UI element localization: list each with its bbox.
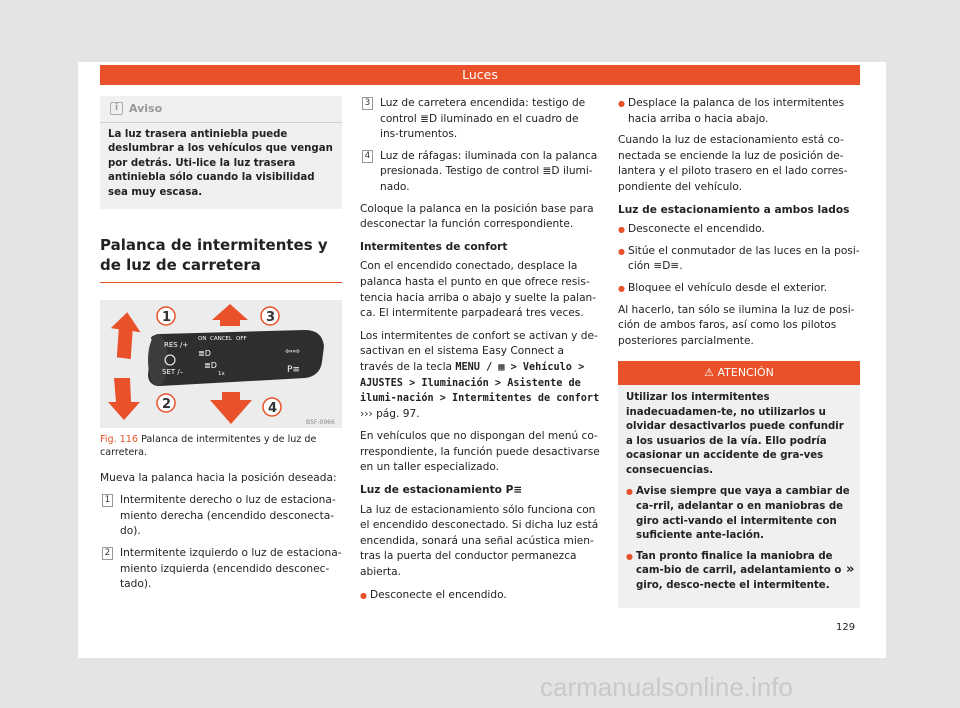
svg-text:≣D: ≣D xyxy=(204,360,217,370)
svg-text:⇦⇨: ⇦⇨ xyxy=(285,346,301,357)
svg-text:1x: 1x xyxy=(218,370,225,377)
list-item xyxy=(100,546,342,593)
svg-text:OFF: OFF xyxy=(236,335,247,342)
atencion-label: ATENCIÓN xyxy=(717,366,774,380)
callout-1: 1 xyxy=(162,309,172,325)
info-icon: i xyxy=(110,102,123,115)
atencion-box xyxy=(618,361,860,607)
subheading: Luz de estacionamiento a ambos lados xyxy=(618,203,850,216)
aviso-label: Aviso xyxy=(129,102,163,115)
svg-text:ON: ON xyxy=(198,335,207,342)
item-text: Luz de carretera encendida: testigo de control ≣D iluminado en el cuadro de ins-trumentos. xyxy=(380,97,586,141)
atencion-text: Utilizar los intermitentes inadecuadamen-te, no utilizarlos u olvidar desactivarlos puede confundir a los usuarios de la vía. Ello podría ocasionar un accidente de gra-ves consecuencias. xyxy=(626,391,844,476)
aviso-box xyxy=(100,96,342,209)
section-title: Palanca de intermitentes y de luz de carretera xyxy=(100,235,342,283)
item-number: 1 xyxy=(102,494,113,507)
figure-code: B5F-0966 xyxy=(306,418,335,426)
atencion-header xyxy=(618,361,860,385)
atencion-body xyxy=(618,385,860,608)
item-number: 4 xyxy=(362,150,373,163)
watermark: carmanualsonline.info xyxy=(540,672,793,702)
continue-marker: » xyxy=(846,562,855,577)
item-number: 2 xyxy=(102,547,113,560)
lever-illustration xyxy=(100,300,342,428)
subheading: Intermitentes de confort xyxy=(360,240,508,253)
subheading: Luz de estacionamiento P≡ xyxy=(360,484,523,497)
chapter-header: Luces xyxy=(100,65,860,85)
svg-text:RES /+: RES /+ xyxy=(164,340,189,349)
bullet-item: ● Desconecte el encendido. xyxy=(360,588,600,604)
lever-figure xyxy=(100,300,342,428)
paragraph-text: Los intermitentes de confort se activan y de-sactivan en el sistema Easy Connect a través de la tecla xyxy=(360,329,598,373)
page-number: 129 xyxy=(836,622,856,633)
aviso-text: La luz trasera antiniebla puede deslumbrar a los vehículos que vengan por detrás. Uti-lice la luz trasera antiniebla sólo cuando la visibilidad sea muy escasa. xyxy=(108,128,333,198)
callout-2: 2 xyxy=(162,396,172,412)
aviso-header xyxy=(100,96,342,123)
bullet-item: ● Desconecte el encendido. xyxy=(618,222,860,238)
callout-3: 3 xyxy=(266,309,276,325)
svg-text:SET /–: SET /– xyxy=(162,367,184,376)
list-item xyxy=(360,149,600,196)
column-3 xyxy=(618,96,860,608)
paragraph: Coloque la palanca en la posición base para desconectar la función correspondiente. xyxy=(360,202,594,231)
svg-text:P≡: P≡ xyxy=(287,364,300,375)
col1-intro: Mueva la palanca hacia la posición deseada: xyxy=(100,471,337,484)
bullet-item: ● Avise siempre que vaya a cambiar de ca-rril, adelantar o en maniobras de giro acti-vando el intermitente con suficiente ante-lación. xyxy=(626,485,852,543)
svg-text:CANCEL: CANCEL xyxy=(210,335,233,342)
paragraph: En vehículos que no dispongan del menú co-rrespondiente, la función puede desactivarse en un taller especializado. xyxy=(360,430,600,474)
column-2 xyxy=(360,96,600,609)
figure-caption xyxy=(100,433,342,459)
item-text: Luz de ráfagas: iluminada con la palanca presionada. Testigo de control ≣D ilumi-nado. xyxy=(380,149,598,193)
bullet-item: ● Tan pronto finalice la maniobra de cam-bio de carril, adelantamiento o giro, desco-necte el intermitente. xyxy=(626,550,852,594)
paragraph: Al hacerlo, tan sólo se ilumina la luz de posi-ción de ambos faros, así como los pilotos posteriores parcialmente. xyxy=(618,303,855,347)
column-1 xyxy=(100,96,342,599)
bullet-item: ● Sitúe el conmutador de las luces en la posi-ción ≡D≡. xyxy=(618,244,860,275)
warning-icon: ⚠ xyxy=(704,366,714,380)
figure-number: Fig. 116 xyxy=(100,433,138,445)
paragraph xyxy=(360,329,600,423)
item-text: Intermitente derecho o luz de estaciona-miento derecha (encendido desconecta-do). xyxy=(120,494,336,538)
paragraph: Con el encendido conectado, desplace la palanca hasta el punto en que ofrece resis-tencia hacia arriba o abajo y suelte la palan-ca. El intermitente parpadeará tres veces. xyxy=(360,260,597,320)
bullet-item: ● Desplace la palanca de los intermitentes hacia arriba o hacia abajo. xyxy=(618,96,860,127)
paragraph: Cuando la luz de estacionamiento está co-nectada se enciende la luz de posición de-lantera y el piloto trasero en el lado corres-pondiente del vehículo. xyxy=(618,134,848,193)
menu-path: MENU / ▦ > Vehículo > AJUSTES > Iluminación > Asistente de ilumi-nación > Intermitentes de confort xyxy=(360,361,600,405)
list-item xyxy=(360,96,600,143)
bullet-item: ● Bloquee el vehículo desde el exterior. xyxy=(618,281,860,297)
figure-caption-text: Palanca de intermitentes y de luz de carretera. xyxy=(100,433,317,458)
callout-4: 4 xyxy=(268,400,278,416)
page-reference[interactable]: ››› pág. 97. xyxy=(360,407,420,420)
item-number: 3 xyxy=(362,97,373,110)
paragraph: La luz de estacionamiento sólo funciona con el encendido desconectado. Si dicha luz está encendida, sonará una señal acústica mien-tras la puerta del conductor permanezca abierta. xyxy=(360,503,599,579)
item-text: Intermitente izquierdo o luz de estaciona-miento izquierda (encendido desconec-tado). xyxy=(120,546,342,591)
svg-text:≣D: ≣D xyxy=(198,348,211,358)
list-item xyxy=(100,493,342,540)
